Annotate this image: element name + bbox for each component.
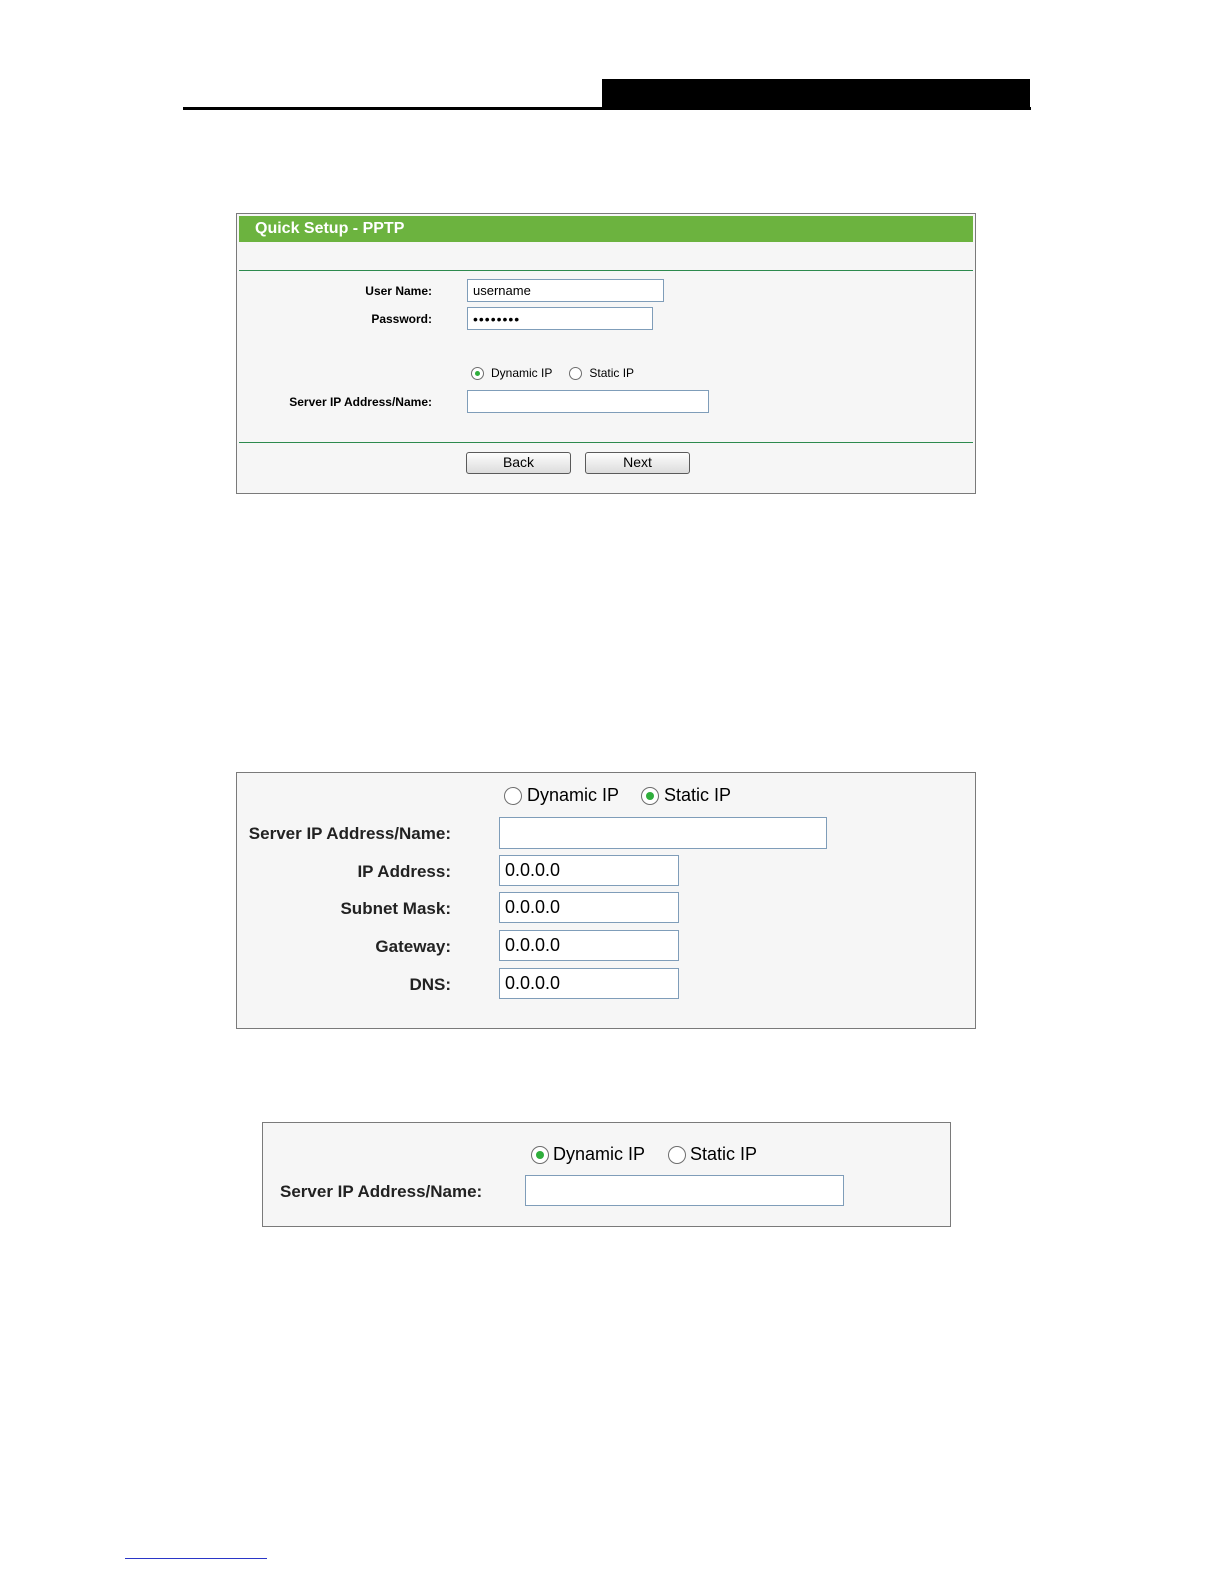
- ip-address-label: IP Address:: [357, 862, 451, 881]
- server-ip-input[interactable]: [525, 1175, 844, 1206]
- panel-title: Quick Setup - PPTP: [239, 216, 973, 242]
- radio-dynamic-ip-label: Dynamic IP: [553, 1144, 646, 1164]
- password-label: Password:: [371, 312, 432, 326]
- connection-mode-group: [504, 785, 731, 806]
- radio-static-ip[interactable]: [641, 787, 659, 805]
- gateway-input[interactable]: [499, 930, 679, 961]
- user-name-label: User Name:: [365, 284, 432, 298]
- subnet-mask-input[interactable]: [499, 892, 679, 923]
- bottom-separator: [239, 442, 973, 443]
- dns-label: DNS:: [409, 975, 451, 994]
- dynamic-ip-panel: [262, 1122, 951, 1227]
- radio-static-ip-label: Static IP: [589, 366, 635, 380]
- server-ip-input[interactable]: [467, 390, 709, 413]
- password-input[interactable]: [467, 307, 653, 330]
- radio-dynamic-ip-label: Dynamic IP: [527, 785, 620, 805]
- static-ip-panel: [236, 772, 976, 1029]
- server-ip-label: Server IP Address/Name:: [280, 1182, 483, 1201]
- radio-static-ip[interactable]: [668, 1146, 686, 1164]
- user-name-input[interactable]: [467, 279, 664, 302]
- header-rule: [183, 107, 1031, 110]
- radio-static-ip[interactable]: [569, 367, 582, 380]
- quick-setup-pptp-panel: [236, 213, 976, 494]
- server-ip-input[interactable]: [499, 817, 827, 849]
- subnet-mask-label: Subnet Mask:: [340, 899, 451, 918]
- dns-input[interactable]: [499, 968, 679, 999]
- server-ip-label: Server IP Address/Name:: [248, 824, 451, 843]
- radio-dynamic-ip-label: Dynamic IP: [491, 366, 553, 380]
- next-button[interactable]: Next: [585, 452, 690, 474]
- radio-dynamic-ip[interactable]: [531, 1146, 549, 1164]
- footer-link-underline: [125, 1558, 267, 1559]
- connection-mode-group: [531, 1144, 757, 1165]
- back-button[interactable]: Back: [466, 452, 571, 474]
- radio-dynamic-ip[interactable]: [471, 367, 484, 380]
- server-ip-label: Server IP Address/Name:: [289, 395, 432, 409]
- connection-mode-group: [471, 366, 634, 380]
- radio-static-ip-label: Static IP: [664, 785, 732, 805]
- top-separator: [239, 270, 973, 271]
- radio-dynamic-ip[interactable]: [504, 787, 522, 805]
- gateway-label: Gateway:: [375, 937, 451, 956]
- radio-static-ip-label: Static IP: [690, 1144, 758, 1164]
- ip-address-input[interactable]: [499, 855, 679, 886]
- header-block: [602, 79, 1030, 109]
